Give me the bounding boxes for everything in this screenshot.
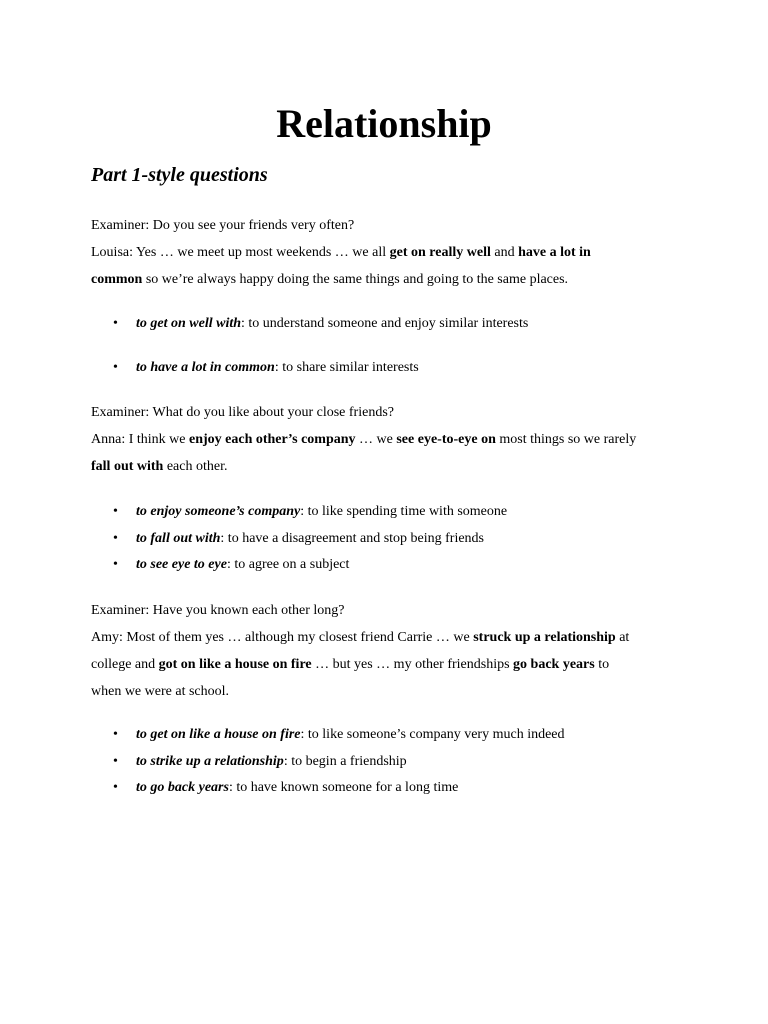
answer-1: Louisa: Yes … we meet up most weekends … we all get on really well and have a lot in common so we’re always happy doing the same things and going to the same places.	[91, 245, 591, 287]
examiner-question-2: Examiner: What do you like about your close friends?	[91, 405, 394, 420]
list-item: • to fall out with: to have a disagreement and stop being friends	[113, 530, 485, 546]
answer-3: Amy: Most of them yes … although my closest friend Carrie … we struck up a relationship at college and got on like a house on fire … but yes … my other friendships go back years to when we were at school.	[91, 630, 630, 699]
list-item: • to see eye to eye: to agree on a subject	[113, 557, 350, 572]
answer-2: Anna: I think we enjoy each other’s company … we see eye-to-eye on most things so we rarely fall out with each other.	[91, 432, 637, 474]
vocab-list-2	[91, 499, 731, 579]
dialogue-1	[91, 212, 731, 293]
page-title: Relationship	[276, 101, 492, 146]
vocab-list-1	[91, 311, 731, 399]
examiner-question-3: Examiner: Have you known each other long?	[91, 603, 345, 618]
list-item: • to get on well with: to understand someone and enjoy similar interests	[113, 316, 529, 331]
list-item: • to have a lot in common: to share similar interests	[113, 360, 419, 375]
dialogue-2	[91, 399, 731, 480]
list-item: • to strike up a relationship: to begin a friendship	[113, 753, 407, 769]
section-subtitle: Part 1-style questions	[91, 164, 268, 186]
list-item: • to get on like a house on fire: to like someone’s company very much indeed	[113, 727, 565, 742]
examiner-question-1: Examiner: Do you see your friends very often?	[91, 218, 355, 233]
list-item: • to enjoy someone’s company: to like spending time with someone	[113, 504, 508, 519]
list-item: • to go back years: to have known someone for a long time	[113, 780, 459, 795]
vocab-list-3	[91, 722, 731, 802]
dialogue-3	[91, 597, 731, 705]
